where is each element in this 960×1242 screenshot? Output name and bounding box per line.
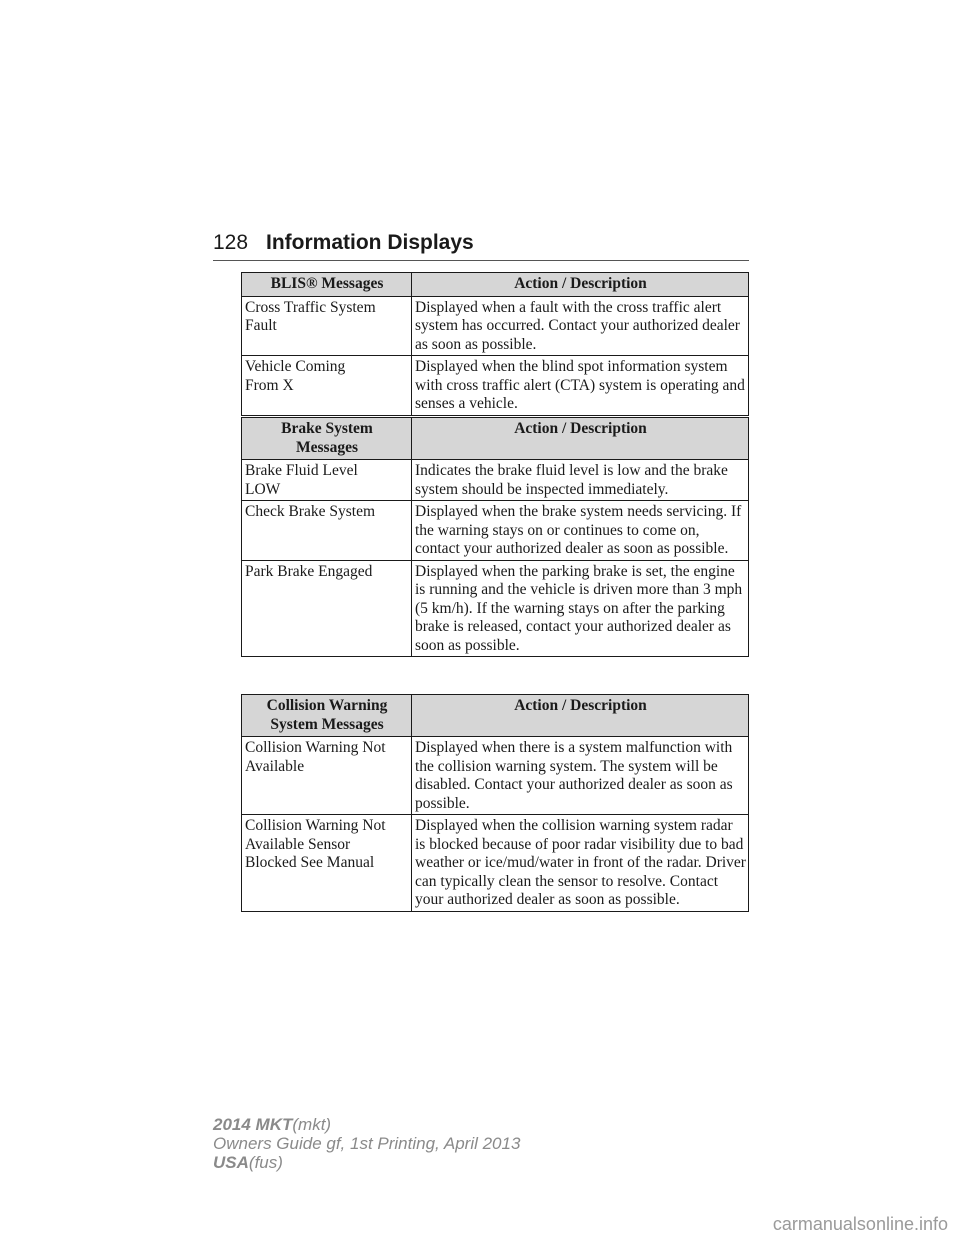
footer-line-model [213,1115,520,1134]
table-row [242,560,749,657]
description-cell: Displayed when a fault with the cross traffic alert system has occurred. Contact your authorized dealer as soon as possible. [412,296,749,356]
section-title: Information Displays [266,231,474,254]
footer-model: 2014 MKT [213,1115,293,1134]
table-header-row [242,273,749,297]
message-cell: Collision Warning Not Available [242,737,412,815]
footer-market-code: (fus) [248,1153,283,1172]
description-cell: Indicates the brake fluid level is low and the brake system should be inspected immediately. [412,460,749,501]
table-row [242,356,749,416]
message-cell: Vehicle Coming From X [242,356,412,416]
column-header-action: Action / Description [412,695,749,737]
column-header-messages: Collision Warning System Messages [242,695,412,737]
message-cell: Park Brake Engaged [242,560,412,657]
column-header-messages: Brake System Messages [242,418,412,460]
message-cell: Check Brake System [242,501,412,561]
message-cell: Brake Fluid Level LOW [242,460,412,501]
description-cell: Displayed when there is a system malfunction with the collision warning system. The system will be disabled. Contact your authorized dealer as soon as possible. [412,737,749,815]
site-watermark: carmanualsonline.info [772,1214,948,1234]
column-header-action: Action / Description [412,418,749,460]
table-row [242,815,749,912]
table-row [242,460,749,501]
description-cell: Displayed when the collision warning system radar is blocked because of poor radar visibility due to bad weather or ice/mud/water in front of the radar. Driver can typically clean the sensor to resolve. Contact your authorized dealer as soon as possible. [412,815,749,912]
page-number: 128 [213,231,249,254]
table-row [242,737,749,815]
column-header-action: Action / Description [412,273,749,297]
table-row [242,296,749,356]
description-cell: Displayed when the parking brake is set, the engine is running and the vehicle is driven more than 3 mph (5 km/h). If the warning stays on after the parking brake is released, contact your authorized dealer as soon as possible. [412,560,749,657]
footer-line-market [213,1153,520,1172]
message-cell: Collision Warning Not Available Sensor Blocked See Manual [242,815,412,912]
page-header [213,228,749,261]
description-cell: Displayed when the brake system needs servicing. If the warning stays on or continues to come on, contact your authorized dealer as soon as possible. [412,501,749,561]
footer-market: USA [213,1153,249,1172]
brake-system-messages-table [241,417,749,657]
print-footer [213,1115,520,1172]
message-cell: Cross Traffic System Fault [242,296,412,356]
description-cell: Displayed when the blind spot information system with cross traffic alert (CTA) system is operating and senses a vehicle. [412,356,749,416]
footer-line-guide: Owners Guide gf, 1st Printing, April 2013 [213,1134,521,1153]
footer-model-code: (mkt) [292,1115,332,1134]
table-row [242,501,749,561]
collision-warning-messages-table [241,694,749,912]
column-header-messages: BLIS® Messages [242,273,412,297]
blis-messages-table [241,272,749,416]
table-header-row [242,418,749,460]
table-header-row [242,695,749,737]
